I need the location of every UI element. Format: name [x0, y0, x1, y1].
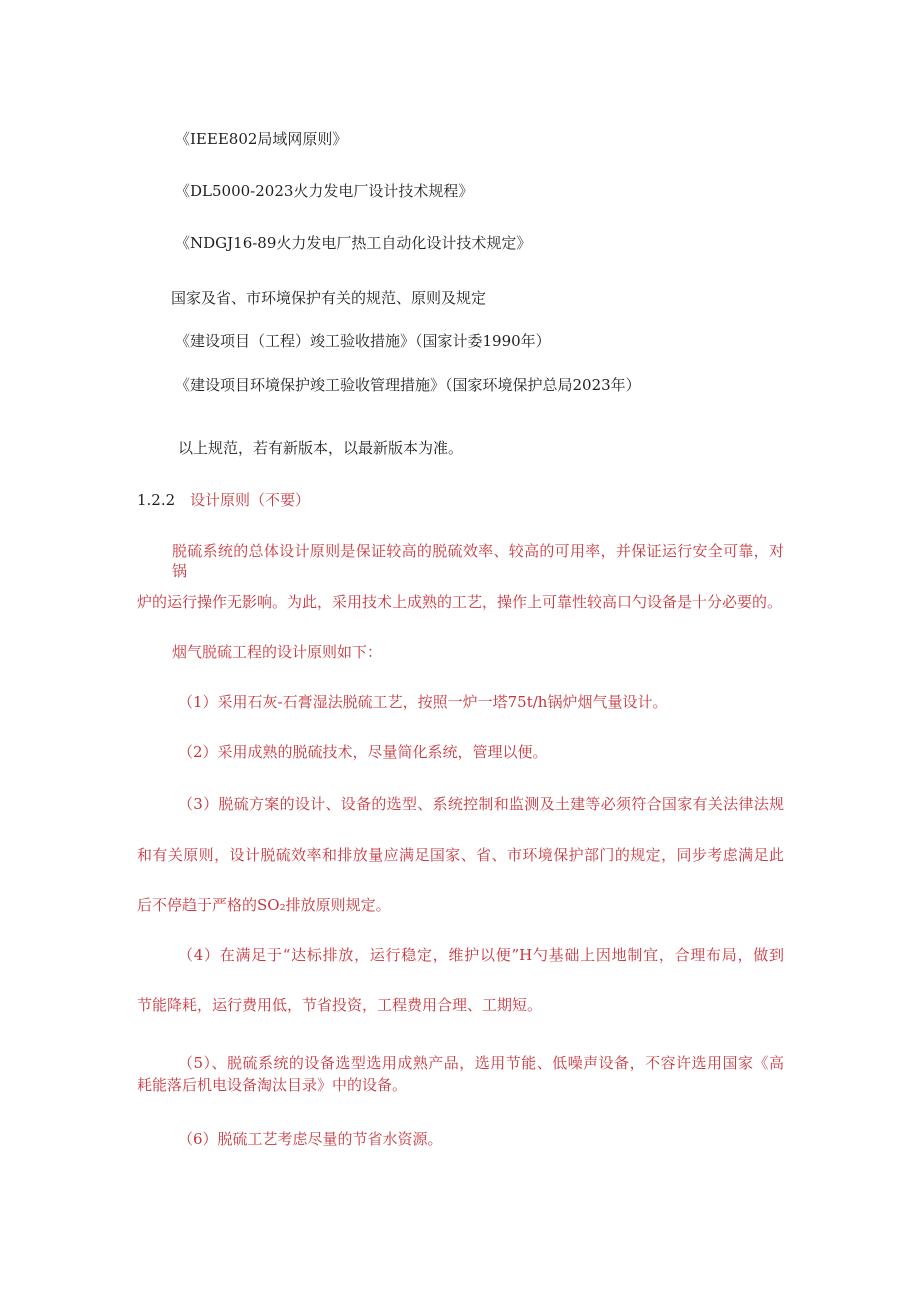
principle-item-3-line1: （3）脱硫方案的设计、设备的选型、系统控制和监测及土建等必须符合国家有关法律法规	[178, 795, 784, 813]
paragraph-overall-principle-line1: 脱硫系统的总体设计原则是保证较高的脱硫效率、较高的可用率，并保证运行安全可靠，对锅	[172, 542, 784, 580]
paragraph-design-principles-intro: 烟气脱硫工程的设计原则如下：	[172, 643, 383, 661]
principle-item-5-line1: （5）、脱硫系统的设备选型选用成熟产品，选用节能、低噪声设备，不容许选用国家《高	[178, 1054, 784, 1072]
principle-item-3-line2: 和有关原则，设计脱硫效率和排放量应满足国家、省、市环境保护部门的规定，同步考虑满足此	[137, 846, 784, 864]
reference-ieee802: 《IEEE802局域网原则》	[175, 130, 348, 148]
principle-item-5-line2: 耗能落后机电设备淘汰目录》中的设备。	[137, 1076, 408, 1094]
reference-dl5000: 《DL5000-2023火力发电厂设计技术规程》	[175, 182, 474, 200]
reference-completion-acceptance: 《建设项目（工程）竣工验收措施》（国家计委1990年）	[175, 332, 551, 350]
reference-ndgj16: 《NDGJ16-89火力发电厂热工自动化设计技术规定》	[175, 234, 532, 252]
principle-item-2: （2）采用成熟的脱硫技术，尽量简化系统，管理以便。	[178, 743, 548, 761]
section-number: 1.2.2	[137, 491, 176, 509]
principle-item-1: （1）采用石灰-石膏湿法脱硫工艺，按照一炉一塔75t/h锅炉烟气量设计。	[178, 693, 668, 711]
latest-version-note: 以上规范，若有新版本，以最新版本为准。	[178, 439, 464, 457]
principle-item-4-line2: 节能降耗，运行费用低，节省投资，工程费用合理、工期短。	[137, 996, 543, 1014]
principle-item-6: （6）脱硫工艺考虑尽量的节省水资源。	[178, 1130, 443, 1148]
environmental-regulations-heading: 国家及省、市环境保护有关的规范、原则及规定	[171, 289, 487, 307]
section-heading	[137, 490, 310, 510]
principle-item-3-line3: 后不停趋于严格的SO₂排放原则规定。	[137, 896, 391, 914]
paragraph-overall-principle-line2: 炉的运行操作无影响。为此，采用技术上成熟的工艺，操作上可靠性较高口勺设备是十分必要的。	[137, 593, 783, 611]
principle-item-4-line1: （4）在满足于“达标排放，运行稳定，维护以便”H勺基础上因地制宜，合理布局，做到	[178, 946, 784, 964]
section-title: 设计原则（不要）	[189, 491, 310, 509]
reference-environmental-acceptance: 《建设项目环境保护竣工验收管理措施》（国家环境保护总局2023年）	[175, 376, 641, 394]
